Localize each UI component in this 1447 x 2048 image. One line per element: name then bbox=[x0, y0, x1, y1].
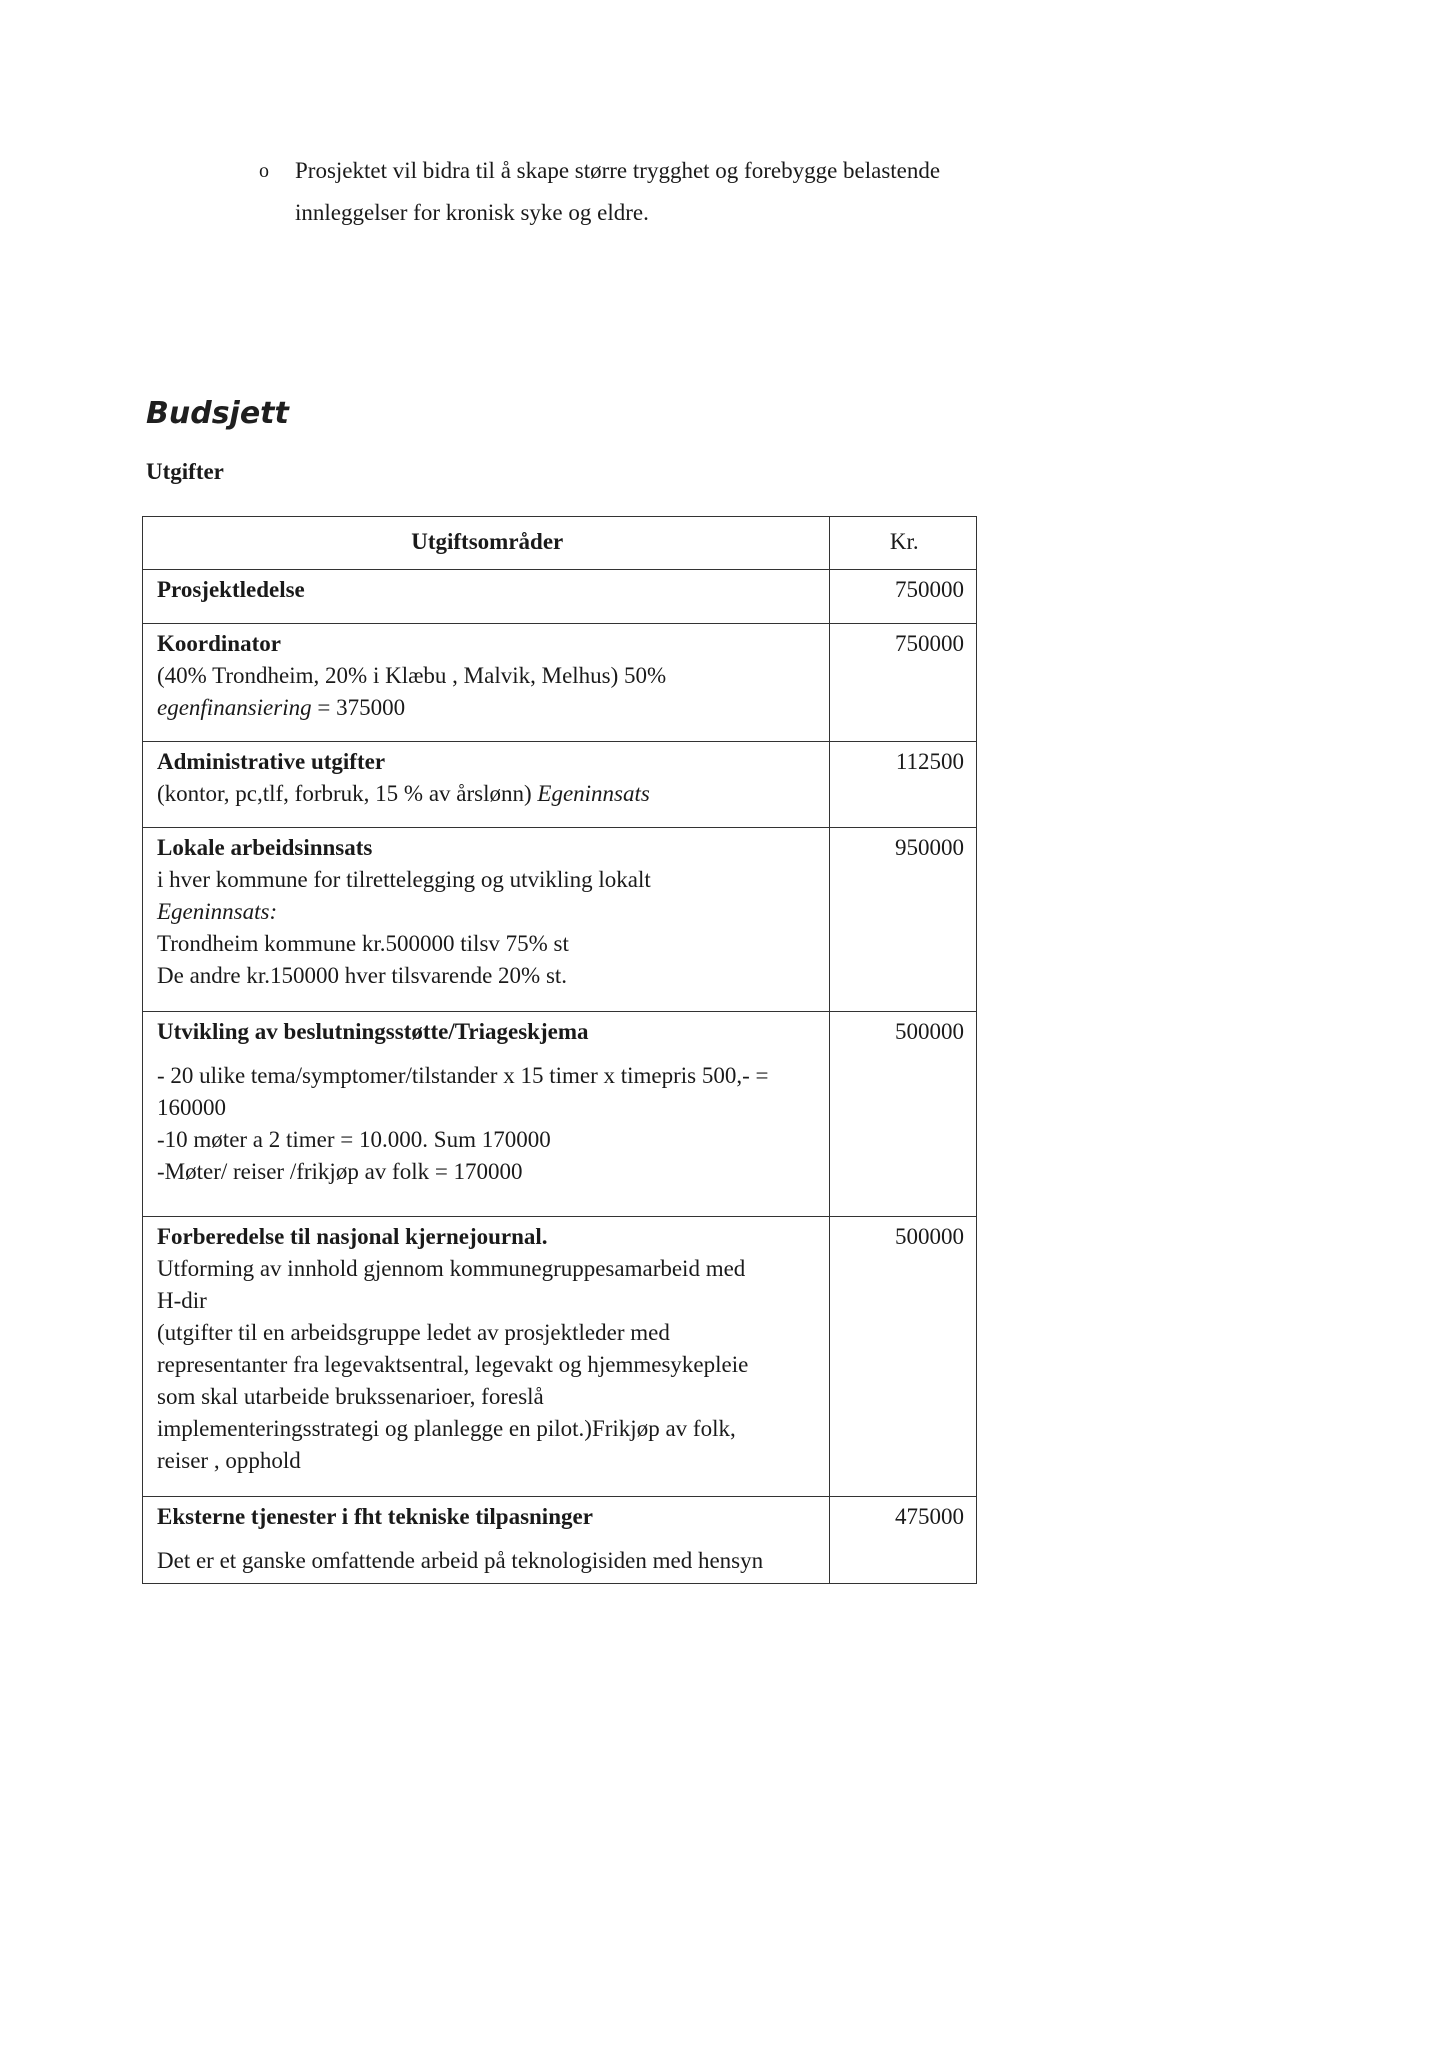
row-italic-line: Egeninnsats: bbox=[157, 899, 278, 924]
row-title: Koordinator bbox=[157, 631, 281, 656]
section-heading: Budsjett bbox=[146, 396, 289, 431]
table-row bbox=[143, 1497, 977, 1584]
row-line: Det er et ganske omfattende arbeid på teknologisiden med hensyn bbox=[157, 1548, 764, 1573]
row-text: (kontor, pc,tlf, forbruk, 15 % av årslønn) bbox=[157, 781, 538, 806]
row-description bbox=[143, 570, 830, 624]
row-title: Administrative utgifter bbox=[157, 749, 386, 774]
row-line: som skal utarbeide brukssenarioer, foreslå bbox=[157, 1384, 544, 1409]
row-description bbox=[143, 624, 830, 742]
header-amount: Kr. bbox=[830, 517, 977, 570]
bullet-line-1: Prosjektet vil bidra til å skape større trygghet og forebygge belastende bbox=[295, 158, 941, 183]
row-line: (utgifter til en arbeidsgruppe ledet av prosjektleder med bbox=[157, 1320, 670, 1345]
budget-table bbox=[142, 516, 977, 1584]
row-amount: 475000 bbox=[830, 1497, 977, 1584]
row-description bbox=[143, 1012, 830, 1217]
table-header-row bbox=[143, 517, 977, 570]
row-line: De andre kr.150000 hver tilsvarende 20% st. bbox=[157, 963, 568, 988]
row-amount: 750000 bbox=[830, 570, 977, 624]
row-title: Prosjektledelse bbox=[157, 577, 305, 602]
row-line: -Møter/ reiser /frikjøp av folk = 170000 bbox=[157, 1159, 523, 1184]
table-row bbox=[143, 1012, 977, 1217]
row-description bbox=[143, 1217, 830, 1497]
row-title: Lokale arbeidsinnsats bbox=[157, 835, 373, 860]
row-title: Eksterne tjenester i fht tekniske tilpasninger bbox=[157, 1504, 593, 1529]
row-amount: 750000 bbox=[830, 624, 977, 742]
row-description bbox=[143, 828, 830, 1012]
row-line: H-dir bbox=[157, 1288, 207, 1313]
row-italic-text: Egeninnsats bbox=[537, 781, 650, 806]
row-line bbox=[157, 692, 817, 724]
row-spacer bbox=[157, 1048, 817, 1060]
row-amount: 500000 bbox=[830, 1012, 977, 1217]
row-line: - 20 ulike tema/symptomer/tilstander x 15 timer x timepris 500,- = bbox=[157, 1063, 769, 1088]
header-area: Utgiftsområder bbox=[143, 517, 830, 570]
row-description bbox=[143, 742, 830, 828]
row-amount: 950000 bbox=[830, 828, 977, 1012]
row-amount: 112500 bbox=[830, 742, 977, 828]
table-row bbox=[143, 570, 977, 624]
table-row bbox=[143, 828, 977, 1012]
row-line: i hver kommune for tilrettelegging og utvikling lokalt bbox=[157, 867, 651, 892]
row-description bbox=[143, 1497, 830, 1584]
row-title: Utvikling av beslutningsstøtte/Triageskjema bbox=[157, 1019, 589, 1044]
row-text: = 375000 bbox=[311, 695, 406, 720]
bullet-text bbox=[295, 150, 1019, 234]
row-spacer bbox=[157, 1533, 817, 1545]
bullet-circle-icon: o bbox=[259, 160, 269, 182]
table-row bbox=[143, 1217, 977, 1497]
row-amount: 500000 bbox=[830, 1217, 977, 1497]
row-italic-text: egenfinansiering bbox=[157, 695, 312, 720]
row-line: Utforming av innhold gjennom kommunegruppesamarbeid med bbox=[157, 1256, 746, 1281]
row-line: reiser , opphold bbox=[157, 1448, 301, 1473]
row-title: Forberedelse til nasjonal kjernejournal. bbox=[157, 1224, 548, 1249]
row-line: 160000 bbox=[157, 1095, 226, 1120]
row-line: -10 møter a 2 timer = 10.000. Sum 170000 bbox=[157, 1127, 551, 1152]
bullet-item bbox=[259, 150, 1019, 234]
bullet-line-2: innleggelser for kronisk syke og eldre. bbox=[295, 200, 649, 225]
row-line: implementeringsstrategi og planlegge en pilot.)Frikjøp av folk, bbox=[157, 1416, 736, 1441]
row-line: representanter fra legevaktsentral, legevakt og hjemmesykepleie bbox=[157, 1352, 749, 1377]
table-row bbox=[143, 624, 977, 742]
row-line: Trondheim kommune kr.500000 tilsv 75% st bbox=[157, 931, 569, 956]
row-line: (40% Trondheim, 20% i Klæbu , Malvik, Melhus) 50% bbox=[157, 663, 667, 688]
row-line bbox=[157, 778, 817, 810]
section-subheading: Utgifter bbox=[146, 459, 224, 484]
table-row bbox=[143, 742, 977, 828]
